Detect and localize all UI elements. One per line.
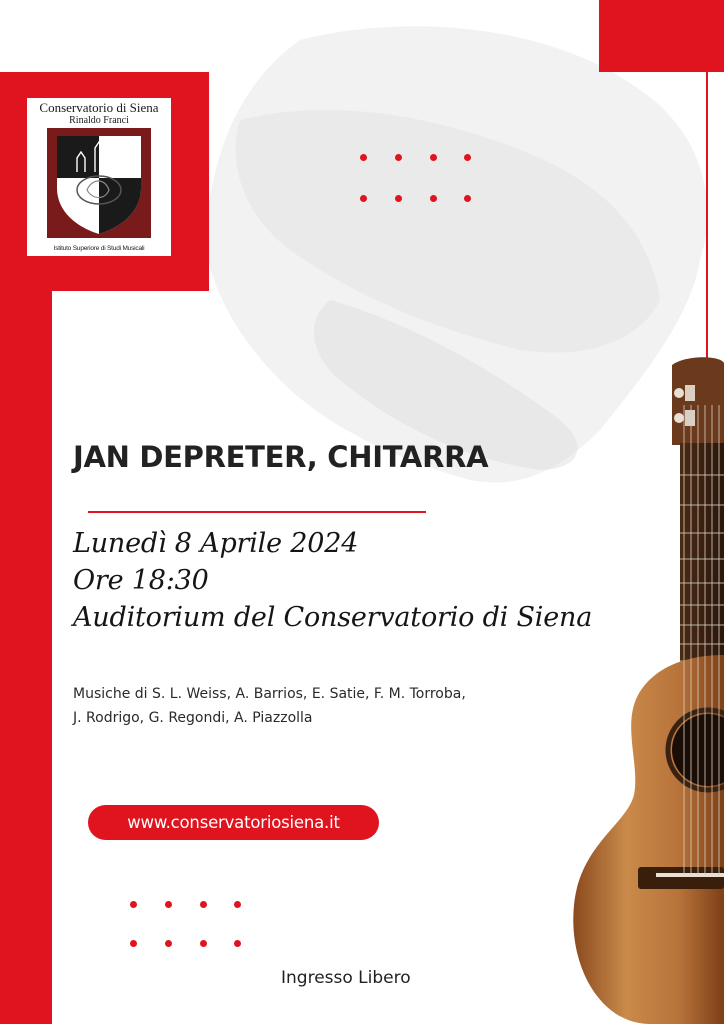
performer-title: JAN DEPRETER, CHITARRA: [73, 440, 489, 474]
logo-title: Conservatorio di Siena: [39, 100, 159, 115]
classical-guitar-image: [560, 355, 724, 1024]
conservatory-logo: [27, 98, 171, 256]
dot: [464, 195, 471, 202]
dot: [430, 195, 437, 202]
dot: [360, 154, 367, 161]
event-date: Lunedì 8 Aprile 2024: [73, 528, 359, 559]
dot: [165, 940, 172, 947]
logo-subtitle: Rinaldo Franci: [69, 115, 129, 126]
dot: [395, 154, 402, 161]
dot: [395, 195, 402, 202]
event-time: Ore 18:30: [73, 565, 209, 596]
dot: [234, 940, 241, 947]
event-venue: Auditorium del Conservatorio di Siena: [73, 602, 593, 633]
dot: [234, 901, 241, 908]
entry-note: Ingresso Libero: [281, 968, 411, 988]
conservatory-shield-icon: [47, 128, 151, 238]
dot: [165, 901, 172, 908]
dot: [200, 940, 207, 947]
dot: [430, 154, 437, 161]
program-line-2: J. Rodrigo, G. Regondi, A. Piazzolla: [73, 710, 313, 726]
program-text: [73, 682, 553, 730]
dot: [130, 901, 137, 908]
right-red-line: [706, 72, 708, 402]
dot: [200, 901, 207, 908]
dot-grid-top: [360, 154, 474, 204]
dot-grid-bottom: [130, 901, 244, 951]
dot: [464, 154, 471, 161]
program-line-1: Musiche di S. L. Weiss, A. Barrios, E. Satie, F. M. Torroba,: [73, 686, 466, 702]
logo-caption: Istituto Superiore di Studi Musicali: [53, 245, 145, 252]
title-divider: [88, 511, 426, 513]
dot: [130, 940, 137, 947]
top-right-red-block: [599, 0, 724, 72]
website-link[interactable]: www.conservatoriosiena.it: [88, 805, 379, 840]
dot: [360, 195, 367, 202]
